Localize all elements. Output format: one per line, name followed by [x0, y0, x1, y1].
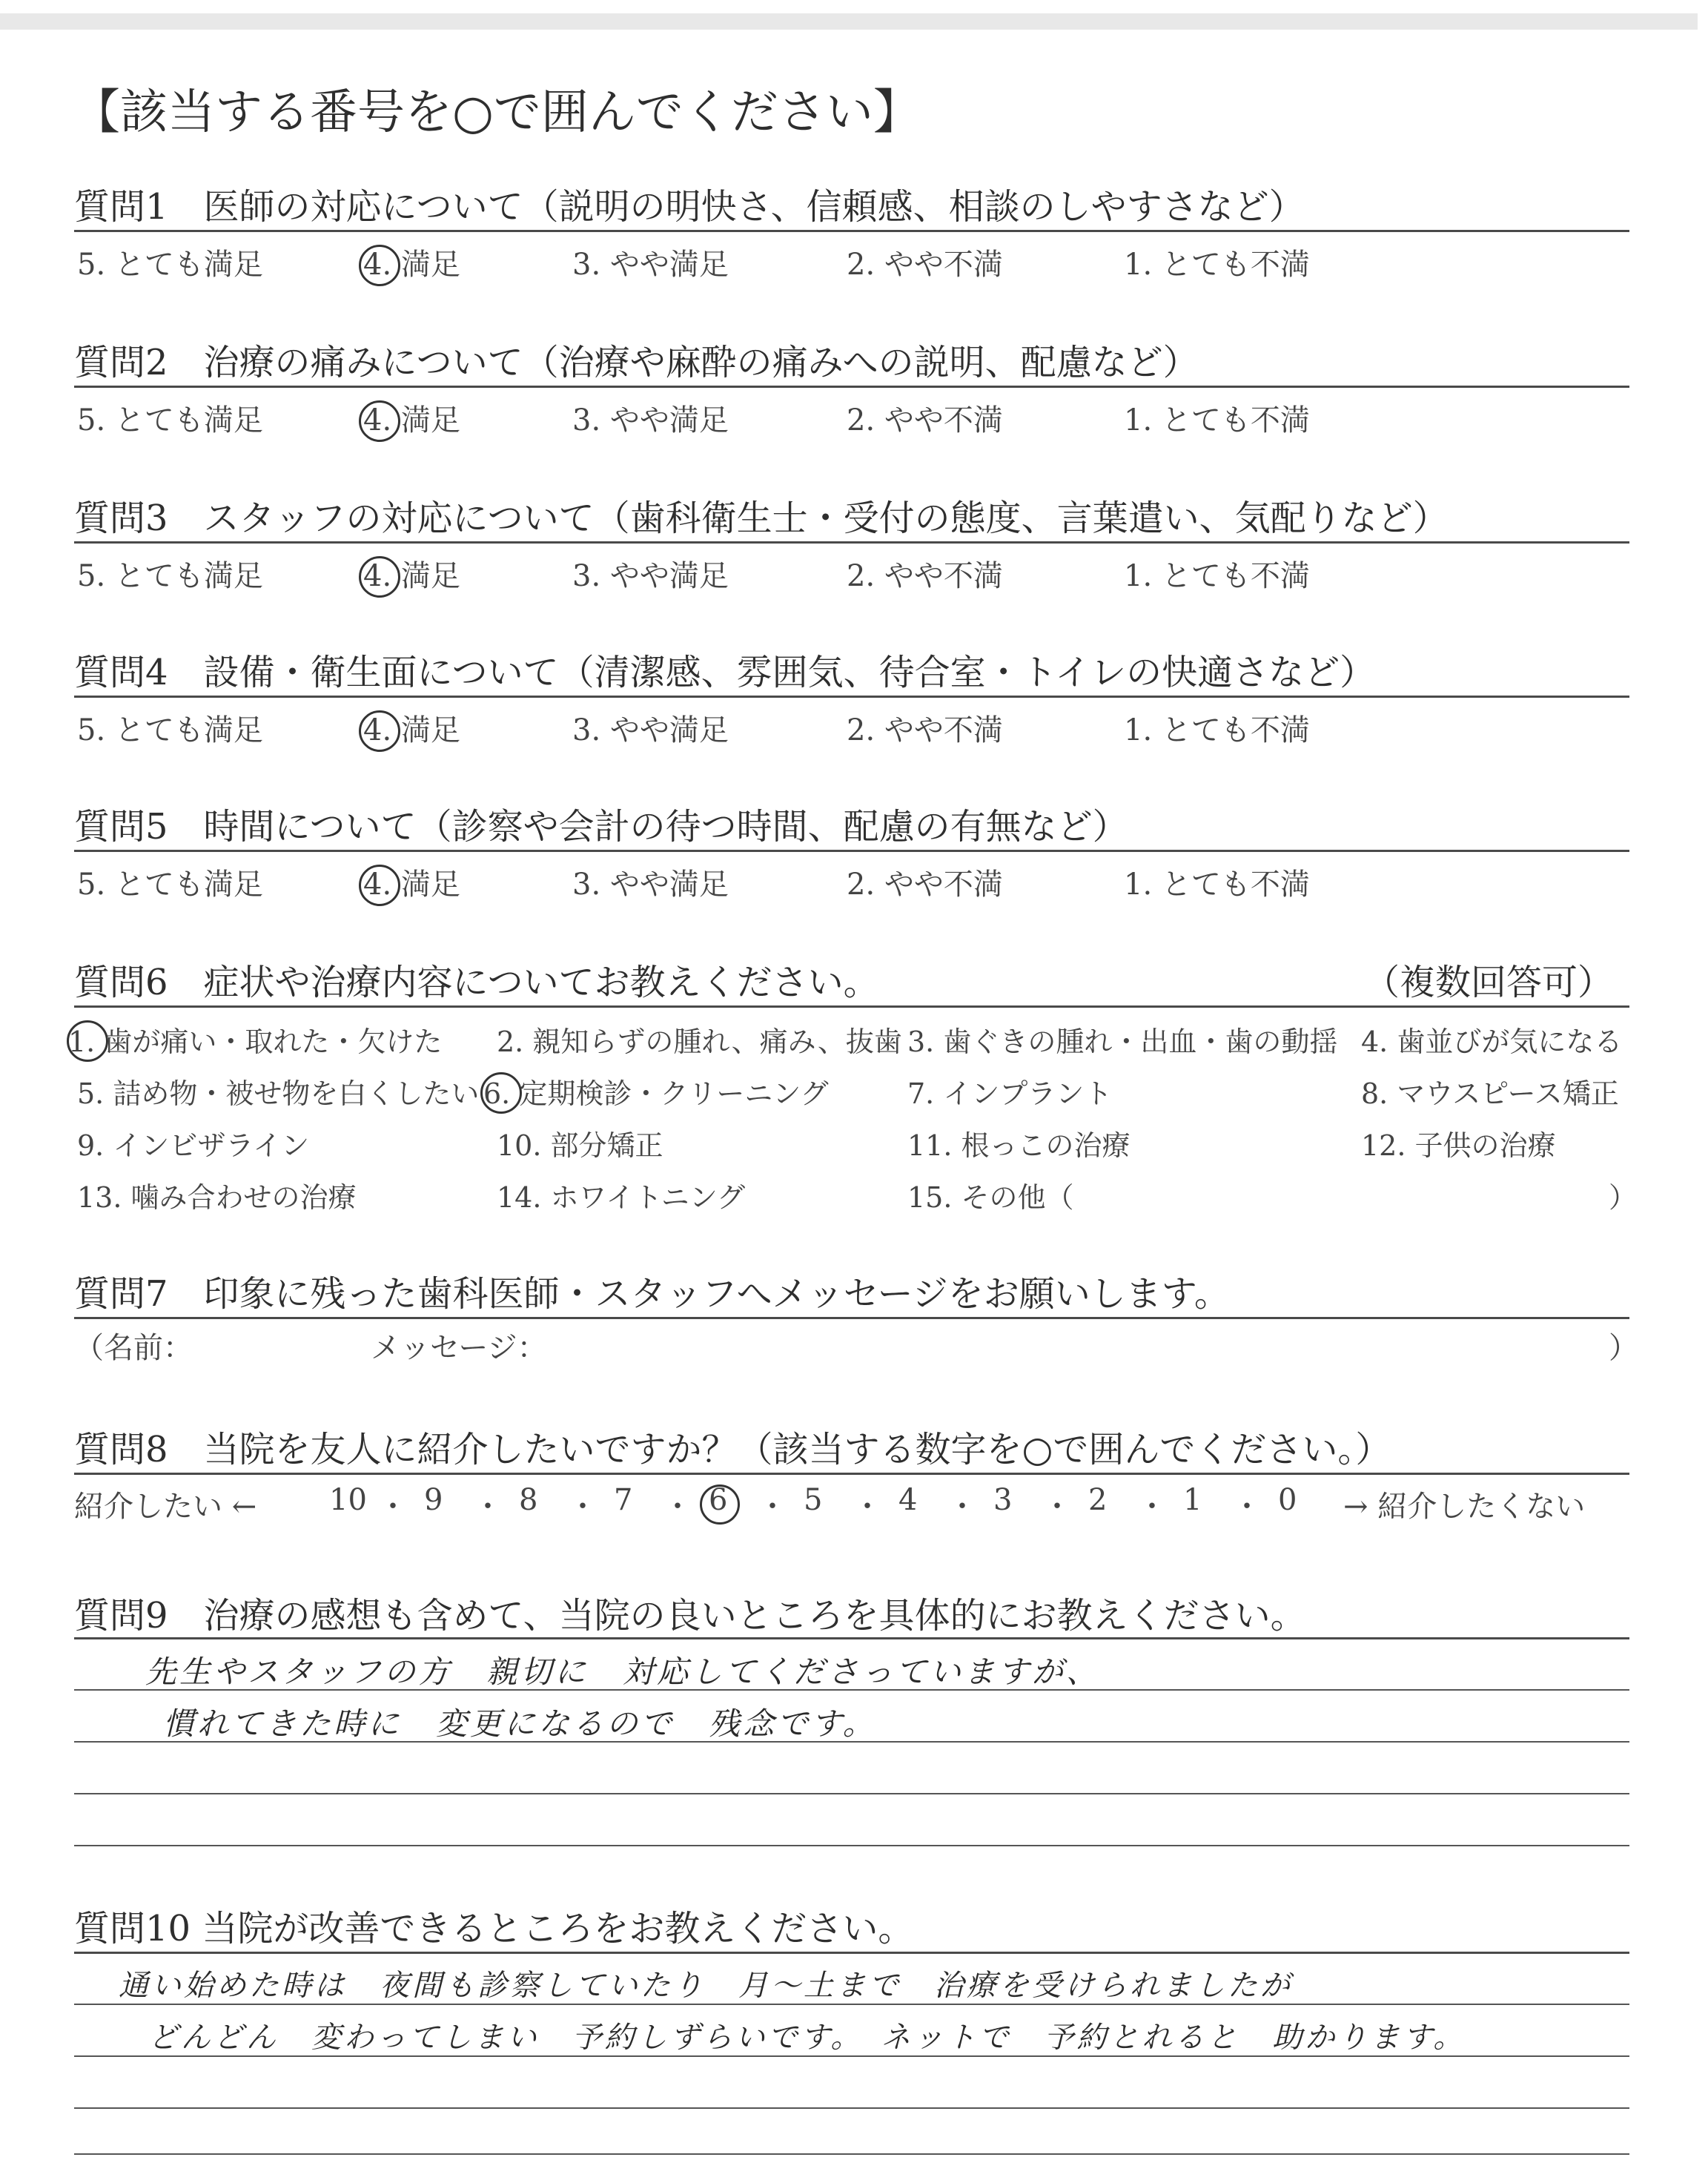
q6-option-9[interactable]: 9. インビザライン: [77, 1129, 310, 1162]
q6-option-1[interactable]: 1. 歯が痛い・取れた・欠けた: [68, 1025, 443, 1058]
q1-option-1[interactable]: 1. とても不満: [1124, 248, 1310, 282]
q8-separator-dot: ・: [1042, 1490, 1072, 1524]
q8-number-4[interactable]: 4: [898, 1483, 918, 1517]
q8-number-6[interactable]: 6: [709, 1483, 728, 1517]
q2-option-4[interactable]: 4. 満足: [363, 403, 460, 437]
q9-line-3: [74, 1793, 1629, 1794]
q8-separator-dot: ・: [663, 1490, 692, 1524]
q3-option-3[interactable]: 3. やや満足: [572, 559, 729, 593]
q6-rule: [74, 1005, 1629, 1008]
q8-separator-dot: ・: [853, 1490, 882, 1524]
q10-answer-line-1: 通い始めた時は 夜間も診察していたり 月〜土まで 治療を受けられましたが: [119, 1969, 1293, 2003]
q8-separator-dot: ・: [758, 1490, 787, 1524]
q4-rule: [74, 696, 1629, 698]
q8-number-9[interactable]: 9: [424, 1483, 443, 1517]
q5-title: 質問5 時間について（診察や会計の待つ時間、配慮の有無など）: [74, 806, 1128, 848]
q5-option-3[interactable]: 3. やや満足: [572, 868, 729, 902]
q3-option-4[interactable]: 4. 満足: [363, 559, 460, 593]
q8-title: 質問8 当院を友人に紹介したいですか？（該当する数字を○で囲んでください。）: [74, 1429, 1391, 1470]
q6-option-8[interactable]: 8. マウスピース矯正: [1361, 1077, 1619, 1110]
q1-rule: [74, 230, 1629, 232]
q2-option-2[interactable]: 2. やや不満: [847, 403, 1003, 437]
q8-separator-dot: ・: [947, 1490, 977, 1524]
q9-answer-line-1: 先生やスタッフの方 親切に 対応してくださっていますが、: [145, 1654, 1101, 1690]
q7-title: 質問7 印象に残った歯科医師・スタッフへメッセージをお願いします。: [74, 1273, 1230, 1315]
q6-option-6[interactable]: 6. 定期検診・クリーニング: [483, 1077, 829, 1110]
q1-option-5[interactable]: 5. とても満足: [77, 248, 263, 282]
q8-number-3[interactable]: 3: [993, 1483, 1013, 1517]
q8-separator-dot: ・: [1137, 1490, 1167, 1524]
q10-line-4: [74, 2153, 1629, 2155]
q7-message-label: メッセージ：: [371, 1331, 547, 1365]
q8-number-10[interactable]: 10: [329, 1483, 367, 1517]
q5-option-4[interactable]: 4. 満足: [363, 868, 460, 902]
q7-rule: [74, 1317, 1629, 1319]
q8-selection-circle: [700, 1484, 740, 1525]
q6-option-12[interactable]: 12. 子供の治療: [1361, 1129, 1556, 1162]
q6-option-11[interactable]: 11. 根っこの治療: [907, 1129, 1131, 1162]
q8-separator-dot: ・: [1232, 1490, 1262, 1524]
q9-line-4: [74, 1845, 1629, 1846]
q10-answer-line-2: どんどん 変わってしまい 予約しずらいです。 ネットで 予約とれると 助かります。: [148, 2021, 1466, 2055]
q9-answer-line-2: 慣れてきた時に 変更になるので 残念です。: [163, 1705, 877, 1742]
q7-name-label: （名前：: [74, 1331, 193, 1365]
q7-close-paren: ）: [1609, 1331, 1638, 1365]
q3-selection-circle: [359, 556, 400, 598]
q1-title: 質問1 医師の対応について（説明の明快さ、信頼感、相談のしやすさなど）: [74, 186, 1305, 228]
q6-option-15[interactable]: 15. その他（: [907, 1181, 1074, 1214]
q4-selection-circle: [359, 710, 400, 752]
q6-option-10[interactable]: 10. 部分矯正: [497, 1129, 663, 1162]
q6-selection-circle-1: [67, 1020, 108, 1062]
q3-option-5[interactable]: 5. とても満足: [77, 559, 263, 593]
q8-rule: [74, 1473, 1629, 1475]
q8-number-5[interactable]: 5: [804, 1483, 823, 1517]
q5-option-2[interactable]: 2. やや不満: [847, 868, 1003, 902]
q3-option-1[interactable]: 1. とても不満: [1124, 559, 1310, 593]
q6-option-3[interactable]: 3. 歯ぐきの腫れ・出血・歯の動揺: [907, 1025, 1338, 1058]
q9-title: 質問9 治療の感想も含めて、当院の良いところを具体的にお教えください。: [74, 1595, 1306, 1636]
q4-option-2[interactable]: 2. やや不満: [847, 713, 1003, 747]
q2-option-3[interactable]: 3. やや満足: [572, 403, 729, 437]
q6-option-5[interactable]: 5. 詰め物・被せ物を白くしたい: [77, 1077, 480, 1110]
q8-separator-dot: ・: [378, 1490, 408, 1524]
q2-option-5[interactable]: 5. とても満足: [77, 403, 263, 437]
q8-left-label: 紹介したい ←: [74, 1490, 257, 1524]
q6-option-2[interactable]: 2. 親知らずの腫れ、痛み、抜歯: [497, 1025, 902, 1058]
q4-title: 質問4 設備・衛生面について（清潔感、雰囲気、待合室・トイレの快適さなど）: [74, 652, 1376, 693]
q6-option-13[interactable]: 13. 噛み合わせの治療: [77, 1181, 357, 1214]
q1-selection-circle: [359, 245, 400, 286]
q1-option-3[interactable]: 3. やや満足: [572, 248, 729, 282]
q4-option-5[interactable]: 5. とても満足: [77, 713, 263, 747]
q5-option-5[interactable]: 5. とても満足: [77, 868, 263, 902]
q6-option-7[interactable]: 7. インプラント: [907, 1077, 1113, 1110]
q10-rule: [74, 1952, 1629, 1954]
q8-number-1[interactable]: 1: [1183, 1483, 1202, 1517]
q8-right-label: → 紹介したくない: [1343, 1490, 1586, 1524]
q3-rule: [74, 541, 1629, 544]
page-title: 【該当する番号を○で囲んでください】: [73, 85, 921, 140]
q10-title: 質問10 当院が改善できるところをお教えください。: [74, 1908, 914, 1949]
q4-option-3[interactable]: 3. やや満足: [572, 713, 729, 747]
q1-option-2[interactable]: 2. やや不満: [847, 248, 1003, 282]
q5-rule: [74, 850, 1629, 852]
q8-number-8[interactable]: 8: [519, 1483, 538, 1517]
q6-option-15-close: ）: [1609, 1181, 1638, 1214]
q6-option-14[interactable]: 14. ホワイトニング: [497, 1181, 746, 1214]
q4-option-1[interactable]: 1. とても不満: [1124, 713, 1310, 747]
q1-option-4[interactable]: 4. 満足: [363, 248, 460, 282]
q3-option-2[interactable]: 2. やや不満: [847, 559, 1003, 593]
q8-separator-dot: ・: [568, 1490, 598, 1524]
q3-title: 質問3 スタッフの対応について（歯科衛生士・受付の態度、言葉遣い、気配りなど）: [74, 498, 1449, 539]
q8-separator-dot: ・: [473, 1490, 503, 1524]
q5-option-1[interactable]: 1. とても不満: [1124, 868, 1310, 902]
q2-rule: [74, 386, 1629, 388]
q8-number-0[interactable]: 0: [1278, 1483, 1297, 1517]
q4-option-4[interactable]: 4. 満足: [363, 713, 460, 747]
q9-rule: [74, 1637, 1629, 1639]
q2-selection-circle: [359, 400, 400, 442]
q8-number-2[interactable]: 2: [1088, 1483, 1108, 1517]
q2-title: 質問2 治療の痛みについて（治療や麻酔の痛みへの説明、配慮など）: [74, 342, 1199, 383]
q10-line-3: [74, 2107, 1629, 2109]
q6-selection-circle-6: [480, 1072, 522, 1114]
q6-multiple-note: （複数回答可）: [1364, 962, 1614, 1003]
q6-option-4[interactable]: 4. 歯並びが気になる: [1361, 1025, 1623, 1058]
q6-title: 質問6 症状や治療内容についてお教えください。: [74, 962, 879, 1003]
q8-number-7[interactable]: 7: [614, 1483, 633, 1517]
q5-selection-circle: [359, 865, 400, 906]
q2-option-1[interactable]: 1. とても不満: [1124, 403, 1310, 437]
scan-edge: [0, 13, 1698, 30]
